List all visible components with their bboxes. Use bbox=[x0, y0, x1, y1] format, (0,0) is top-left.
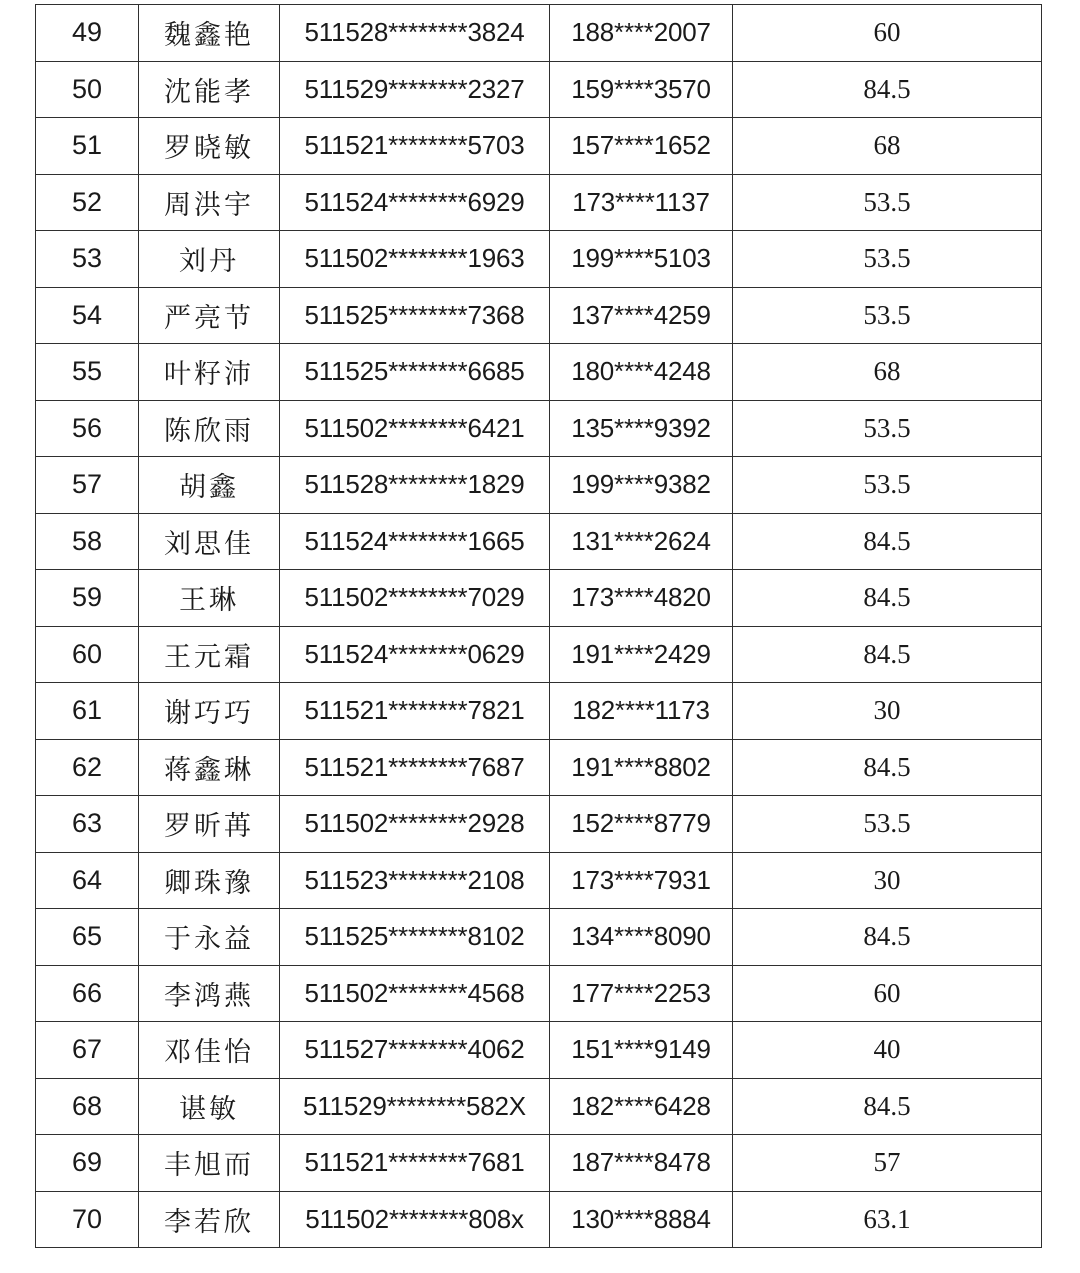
table-row bbox=[36, 909, 1042, 966]
row-number: 54 bbox=[36, 287, 139, 344]
id-number: 511525********8102 bbox=[280, 909, 550, 966]
person-name: 邓佳怡 bbox=[139, 1022, 280, 1079]
row-number: 64 bbox=[36, 852, 139, 909]
person-name: 于永益 bbox=[139, 909, 280, 966]
person-name: 王元霜 bbox=[139, 626, 280, 683]
row-number: 60 bbox=[36, 626, 139, 683]
table-row bbox=[36, 457, 1042, 514]
id-number: 511502********1963 bbox=[280, 231, 550, 288]
phone-number: 152****8779 bbox=[550, 796, 733, 853]
phone-number: 135****9392 bbox=[550, 400, 733, 457]
score-value: 53.5 bbox=[733, 796, 1042, 853]
row-number: 62 bbox=[36, 739, 139, 796]
person-name: 蒋鑫琳 bbox=[139, 739, 280, 796]
row-number: 52 bbox=[36, 174, 139, 231]
id-number: 511502********7029 bbox=[280, 570, 550, 627]
person-name: 叶籽沛 bbox=[139, 344, 280, 401]
phone-number: 199****9382 bbox=[550, 457, 733, 514]
phone-number: 180****4248 bbox=[550, 344, 733, 401]
row-number: 61 bbox=[36, 683, 139, 740]
table-row bbox=[36, 400, 1042, 457]
score-value: 84.5 bbox=[733, 626, 1042, 683]
score-table bbox=[35, 4, 1042, 1248]
table-row bbox=[36, 1078, 1042, 1135]
score-value: 63.1 bbox=[733, 1191, 1042, 1248]
id-number: 511523********2108 bbox=[280, 852, 550, 909]
phone-number: 187****8478 bbox=[550, 1135, 733, 1192]
row-number: 55 bbox=[36, 344, 139, 401]
id-number: 511529********582X bbox=[280, 1078, 550, 1135]
row-number: 57 bbox=[36, 457, 139, 514]
person-name: 陈欣雨 bbox=[139, 400, 280, 457]
row-number: 51 bbox=[36, 118, 139, 175]
score-value: 53.5 bbox=[733, 457, 1042, 514]
score-value: 53.5 bbox=[733, 287, 1042, 344]
row-number: 69 bbox=[36, 1135, 139, 1192]
person-name: 沈能孝 bbox=[139, 61, 280, 118]
id-number: 511521********7681 bbox=[280, 1135, 550, 1192]
phone-number: 131****2624 bbox=[550, 513, 733, 570]
row-number: 50 bbox=[36, 61, 139, 118]
phone-number: 137****4259 bbox=[550, 287, 733, 344]
table-row bbox=[36, 1191, 1042, 1248]
score-table-sheet bbox=[35, 4, 1041, 1248]
score-value: 53.5 bbox=[733, 400, 1042, 457]
score-value: 30 bbox=[733, 852, 1042, 909]
score-value: 68 bbox=[733, 118, 1042, 175]
row-number: 66 bbox=[36, 965, 139, 1022]
table-row bbox=[36, 965, 1042, 1022]
score-value: 30 bbox=[733, 683, 1042, 740]
table-row bbox=[36, 626, 1042, 683]
person-name: 罗晓敏 bbox=[139, 118, 280, 175]
table-row bbox=[36, 683, 1042, 740]
score-value: 84.5 bbox=[733, 570, 1042, 627]
table-row bbox=[36, 5, 1042, 62]
table-row bbox=[36, 61, 1042, 118]
phone-number: 173****1137 bbox=[550, 174, 733, 231]
phone-number: 188****2007 bbox=[550, 5, 733, 62]
id-number: 511525********6685 bbox=[280, 344, 550, 401]
phone-number: 173****7931 bbox=[550, 852, 733, 909]
person-name: 魏鑫艳 bbox=[139, 5, 280, 62]
table-row bbox=[36, 852, 1042, 909]
phone-number: 130****8884 bbox=[550, 1191, 733, 1248]
phone-number: 182****1173 bbox=[550, 683, 733, 740]
person-name: 丰旭而 bbox=[139, 1135, 280, 1192]
phone-number: 191****8802 bbox=[550, 739, 733, 796]
id-number: 511502********2928 bbox=[280, 796, 550, 853]
score-value: 40 bbox=[733, 1022, 1042, 1079]
table-row bbox=[36, 570, 1042, 627]
row-number: 70 bbox=[36, 1191, 139, 1248]
score-value: 53.5 bbox=[733, 174, 1042, 231]
person-name: 李若欣 bbox=[139, 1191, 280, 1248]
id-number: 511521********7821 bbox=[280, 683, 550, 740]
row-number: 67 bbox=[36, 1022, 139, 1079]
person-name: 严亮节 bbox=[139, 287, 280, 344]
phone-number: 182****6428 bbox=[550, 1078, 733, 1135]
person-name: 王琳 bbox=[139, 570, 280, 627]
table-row bbox=[36, 344, 1042, 401]
person-name: 刘丹 bbox=[139, 231, 280, 288]
person-name: 卿珠豫 bbox=[139, 852, 280, 909]
row-number: 53 bbox=[36, 231, 139, 288]
row-number: 59 bbox=[36, 570, 139, 627]
table-row bbox=[36, 1022, 1042, 1079]
table-body bbox=[36, 5, 1042, 1248]
table-row bbox=[36, 231, 1042, 288]
person-name: 周洪宇 bbox=[139, 174, 280, 231]
table-row bbox=[36, 174, 1042, 231]
row-number: 49 bbox=[36, 5, 139, 62]
id-number: 511521********7687 bbox=[280, 739, 550, 796]
score-value: 60 bbox=[733, 5, 1042, 62]
score-value: 84.5 bbox=[733, 1078, 1042, 1135]
id-number: 511527********4062 bbox=[280, 1022, 550, 1079]
table-row bbox=[36, 1135, 1042, 1192]
row-number: 56 bbox=[36, 400, 139, 457]
id-number: 511502********6421 bbox=[280, 400, 550, 457]
score-value: 68 bbox=[733, 344, 1042, 401]
table-row bbox=[36, 118, 1042, 175]
score-value: 53.5 bbox=[733, 231, 1042, 288]
phone-number: 159****3570 bbox=[550, 61, 733, 118]
id-number: 511521********5703 bbox=[280, 118, 550, 175]
score-value: 60 bbox=[733, 965, 1042, 1022]
person-name: 罗昕苒 bbox=[139, 796, 280, 853]
id-number: 511525********7368 bbox=[280, 287, 550, 344]
score-value: 84.5 bbox=[733, 739, 1042, 796]
phone-number: 199****5103 bbox=[550, 231, 733, 288]
table-row bbox=[36, 796, 1042, 853]
row-number: 58 bbox=[36, 513, 139, 570]
phone-number: 151****9149 bbox=[550, 1022, 733, 1079]
id-number: 511528********1829 bbox=[280, 457, 550, 514]
phone-number: 191****2429 bbox=[550, 626, 733, 683]
score-value: 84.5 bbox=[733, 909, 1042, 966]
id-number: 511524********0629 bbox=[280, 626, 550, 683]
table-row bbox=[36, 287, 1042, 344]
id-number: 511502********4568 bbox=[280, 965, 550, 1022]
row-number: 65 bbox=[36, 909, 139, 966]
row-number: 68 bbox=[36, 1078, 139, 1135]
table-row bbox=[36, 513, 1042, 570]
id-number: 511502********808x bbox=[280, 1191, 550, 1248]
table-row bbox=[36, 739, 1042, 796]
id-number: 511529********2327 bbox=[280, 61, 550, 118]
phone-number: 134****8090 bbox=[550, 909, 733, 966]
id-number: 511524********6929 bbox=[280, 174, 550, 231]
phone-number: 157****1652 bbox=[550, 118, 733, 175]
phone-number: 173****4820 bbox=[550, 570, 733, 627]
person-name: 李鸿燕 bbox=[139, 965, 280, 1022]
person-name: 谌敏 bbox=[139, 1078, 280, 1135]
id-number: 511524********1665 bbox=[280, 513, 550, 570]
phone-number: 177****2253 bbox=[550, 965, 733, 1022]
person-name: 刘思佳 bbox=[139, 513, 280, 570]
score-value: 84.5 bbox=[733, 61, 1042, 118]
row-number: 63 bbox=[36, 796, 139, 853]
person-name: 谢巧巧 bbox=[139, 683, 280, 740]
score-value: 57 bbox=[733, 1135, 1042, 1192]
score-value: 84.5 bbox=[733, 513, 1042, 570]
id-number: 511528********3824 bbox=[280, 5, 550, 62]
person-name: 胡鑫 bbox=[139, 457, 280, 514]
